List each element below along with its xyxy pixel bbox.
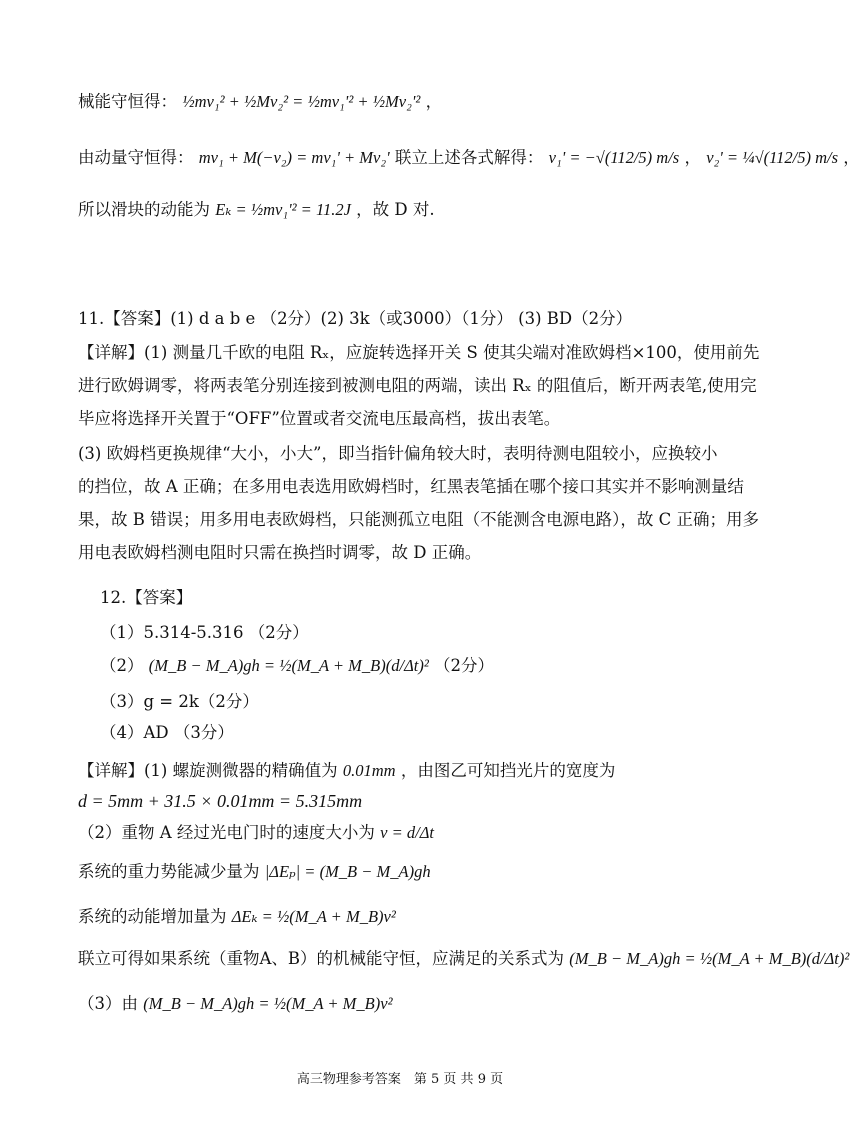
detail-text: 系统的动能增加量为: [78, 907, 227, 926]
q12-detail-line: [78, 819, 740, 847]
momentum-formula: mv₁ + M(−v₂) = mv₁' + Mv₂': [198, 148, 390, 167]
line-prefix: 所以滑块的动能为: [78, 200, 210, 219]
q12-detail-line: [78, 757, 740, 785]
precision-value: 0.01mm: [342, 761, 396, 780]
energy-conservation-line: [78, 88, 740, 116]
line-mid: 联立上述各式解得：: [394, 148, 544, 167]
separator: ，: [684, 148, 701, 167]
page-footer: 高三物理参考答案 第 5 页 共 9 页: [296, 1072, 504, 1087]
q11-detail-line: 果，故 B 错误；用多用电表欧姆档，只能测孤立电阻（不能测含电源电路），故 C 正确；用多: [78, 510, 759, 529]
width-calculation: d = 5mm + 31.5 × 0.01mm = 5.315mm: [78, 791, 363, 811]
line-suffix: ，故 D 对.: [356, 200, 435, 219]
detail-text: 【详解】(1) 螺旋测微器的精确值为: [78, 761, 338, 780]
conservation-relation-formula: (M_B − M_A)gh = ½(M_A + M_B)(d/Δt)²: [569, 949, 850, 968]
detail-text: （3）由: [78, 994, 138, 1013]
q12-answer-4: （4）AD （3分）: [100, 723, 234, 742]
detail-text: ，由图乙可知挡光片的宽度为: [400, 761, 616, 780]
derivation-formula: (M_B − M_A)gh = ½(M_A + M_B)v²: [143, 994, 393, 1013]
q11-detail-line: 进行欧姆调零，将两表笔分别连接到被测电阻的两端，读出 Rₓ 的阻值后，断开两表笔,使用完: [78, 376, 757, 395]
detail-text: 系统的重力势能减少量为: [78, 862, 260, 881]
q11-detail-line: 的挡位，故 A 正确；在多用电表选用欧姆档时，红黑表笔插在哪个接口其实并不影响测量结: [78, 477, 744, 496]
line-prefix: 械能守恒得：: [78, 92, 177, 111]
line-suffix: ，: [843, 148, 860, 167]
answer-score: （2分）: [434, 656, 495, 675]
potential-energy-formula: |ΔEₚ| = (M_B − M_A)gh: [264, 862, 431, 881]
velocity-formula: v = d/Δt: [380, 823, 434, 842]
solution-v1: v₁' = −√(112/5) m/s: [548, 148, 680, 167]
q11-detail-line: 用电表欧姆档测电阻时只需在换挡时调零，故 D 正确。: [78, 543, 482, 562]
q11-answer: 11.【答案】(1) d a b e （2分）(2) 3k（或3000）（1分） (3) BD（2分）: [78, 309, 633, 328]
kinetic-energy-increase-formula: ΔEₖ = ½(M_A + M_B)v²: [231, 907, 396, 926]
line-prefix: 由动量守恒得：: [78, 148, 194, 167]
q11-detail-line: 【详解】(1) 测量几千欧的电阻 Rₓ，应旋转选择开关 S 使其尖端对准欧姆档×100，使用前先: [78, 343, 760, 362]
solution-v2: v₂' = ¼√(112/5) m/s: [706, 148, 839, 167]
q11-detail-line: 毕应将选择开关置于“OFF”位置或者交流电压最高档，拔出表笔。: [78, 409, 561, 428]
kinetic-energy-formula: Eₖ = ½mv₁'² = 11.2J: [215, 200, 351, 219]
q12-answer-3: （3）g = 2k（2分）: [100, 692, 259, 711]
q11-detail-line: (3) 欧姆档更换规律“大小，小大”，即当指针偏角较大时，表明待测电阻较小，应换较小: [78, 444, 718, 463]
kinetic-energy-line: [78, 196, 740, 224]
answer-formula: (M_B − M_A)gh = ½(M_A + M_B)(d/Δt)²: [148, 656, 429, 675]
q12-detail-line: [78, 903, 740, 931]
momentum-conservation-line: [78, 144, 860, 172]
detail-text: 联立可得如果系统（重物A、B）的机械能守恒，应满足的关系式为: [78, 949, 565, 968]
q12-answer-2: [100, 652, 740, 680]
answer-prefix: （2）: [100, 656, 144, 675]
q12-detail-line: [78, 990, 740, 1018]
q12-detail-line: [78, 858, 740, 886]
energy-formula: ½mv₁² + ½Mv₂² = ½mv₁'² + ½Mv₂'²: [182, 92, 421, 111]
q12-heading: 12.【答案】: [100, 588, 193, 607]
q12-detail-line: [78, 945, 850, 973]
detail-text: （2）重物 A 经过光电门时的速度大小为: [78, 823, 375, 842]
q12-answer-1: （1）5.314-5.316 （2分）: [100, 623, 309, 642]
line-suffix: ，: [425, 92, 443, 111]
